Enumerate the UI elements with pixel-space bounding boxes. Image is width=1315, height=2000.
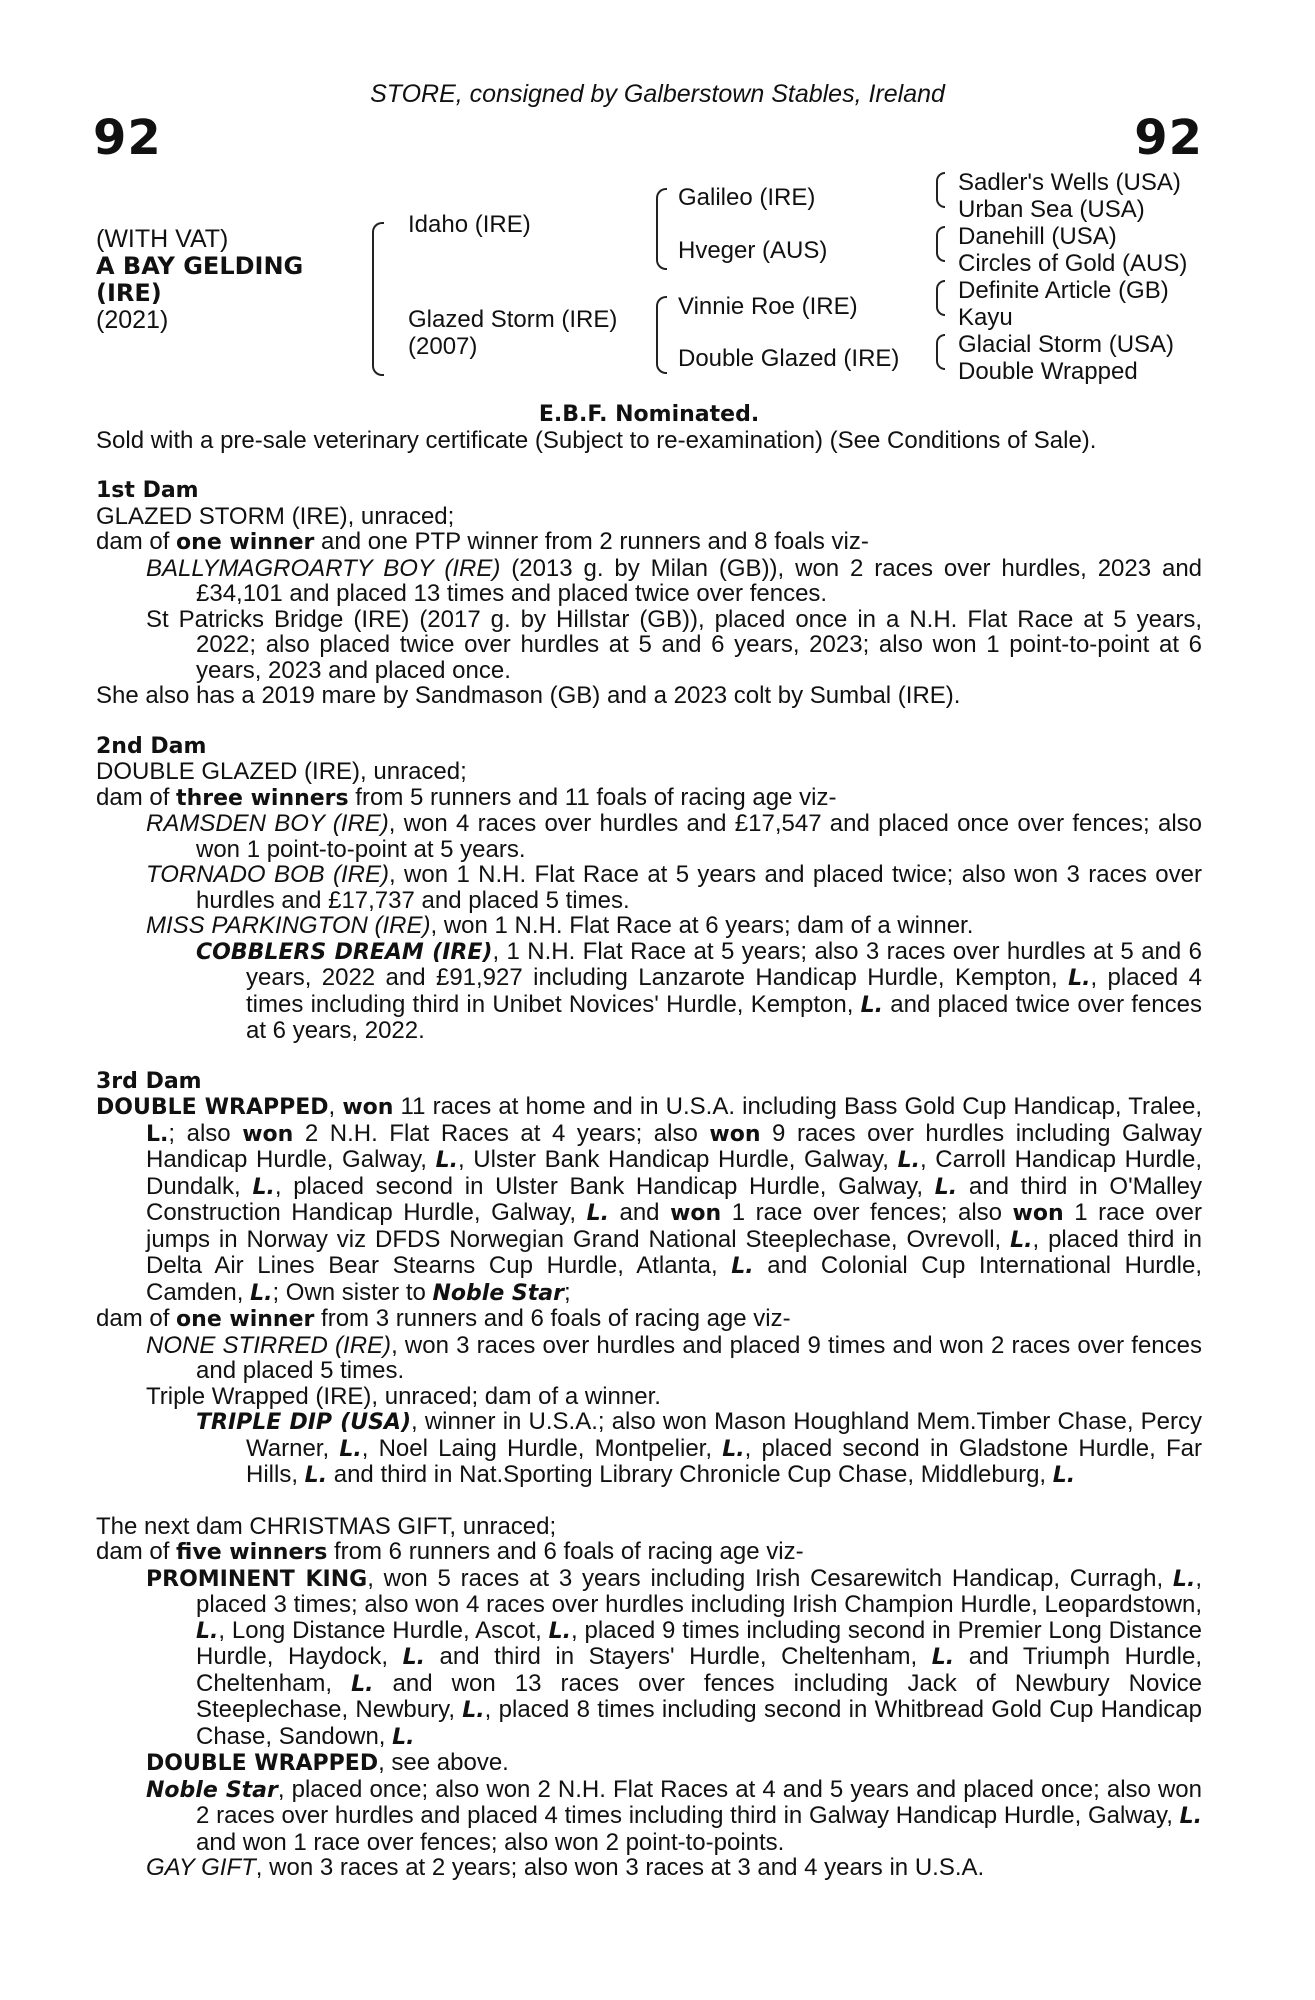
vat-note: (WITH VAT) [96,225,229,253]
first-dam-produce-summary: dam of one winner and one PTP winner from 2 runners and 8 foals viz- [96,528,869,555]
third-dam-heading: 3rd Dam [96,1068,202,1094]
pedigree-bracket-g3-2 [936,226,945,262]
first-dam-produce-2: St Patricks Bridge (IRE) (2017 g. by Hillstar (GB)), placed once in a N.H. Flat Race at 5 years, 2022; also placed twice over hurdles at 5 and 6 years, 2023; also won 1 point-to-point at 6 years, 2023 and placed once. [146,605,1202,684]
horse-description [96,226,303,334]
pedigree-g2-3: Vinnie Roe (IRE) [678,293,858,320]
pedigree-g3-8: Double Wrapped [958,358,1138,385]
first-dam-heading: 1st Dam [96,478,199,503]
pedigree-bracket-g3-1 [936,172,945,208]
next-dam-produce-4: GAY GIFT, won 3 races at 2 years; also won 3 races at 3 and 4 years in U.S.A. [146,1854,985,1881]
pedigree-g2-1: Galileo (IRE) [678,184,816,211]
pedigree-g3-6: Kayu [958,304,1013,331]
next-dam-produce-2: DOUBLE WRAPPED, see above. [146,1749,509,1776]
vet-certificate-note: Sold with a pre-sale veterinary certificate (Subject to re-examination) (See Conditions of Sale). [96,426,1097,454]
pedigree-bracket-sire [656,188,667,270]
horse-year: (2021) [96,306,169,334]
second-dam-produce-1: RAMSDEN BOY (IRE), won 4 races over hurdles and £17,547 and placed once over fences; also won 1 point-to-point at 5 years. [146,810,1203,863]
pedigree-g3-4: Circles of Gold (AUS) [958,250,1188,277]
next-dam-produce-3: Noble Star, placed once; also won 2 N.H. Flat Races at 4 and 5 years and placed once; also won 2 races over hurdles and placed 4 times including third in Galway Handicap Hurdle, Galway, L. and won 1 race over fences; also won 2 point-to-points. [146,1775,1202,1856]
third-dam-produce-2: Triple Wrapped (IRE), unraced; dam of a winner. [146,1382,661,1410]
consignor-header: STORE, consigned by Galberstown Stables, Ireland [370,80,945,108]
pedigree-dam-year: (2007) [408,333,478,360]
pedigree-g3-5: Definite Article (GB) [958,277,1169,304]
first-dam-name: GLAZED STORM (IRE), unraced; [96,502,455,530]
next-dam-produce-1: PROMINENT KING, won 5 races at 3 years including Irish Cesarewitch Handicap, Curragh, L., placed 3 times; also won 4 races over hurdles including Irish Champion Hurdle, Leopardstown, L., Long Distance Hurdle, Ascot, L., placed 9 times including second in Premier Long Distance Hurdle, Haydock, L. and third in Stayers' Hurdle, Cheltenham, L. and Triumph Hurdle, Cheltenham, L. and won 13 races over fences including Jack of Newbury Novice Steeplechase, Newbury, L., placed 8 times including second in Whitbread Gold Cup Handicap Chase, Sandown, L. [146,1564,1202,1750]
next-dam-name: The next dam CHRISTMAS GIFT, unraced; [96,1512,557,1540]
catalogue-body [96,402,1202,1881]
pedigree-g3-3: Danehill (USA) [958,223,1117,250]
pedigree-g2-4: Double Glazed (IRE) [678,345,900,372]
first-dam-produce-1: BALLYMAGROARTY BOY (IRE) (2013 g. by Milan (GB)), won 2 races over hurdles, 2023 and £34,101 and placed 13 times and placed twice over fences. [146,554,1203,607]
first-dam-other-foals: She also has a 2019 mare by Sandmason (GB) and a 2023 colt by Sumbal (IRE). [96,682,961,709]
third-dam-produce-1: NONE STIRRED (IRE), won 3 races over hurdles and placed 9 times and won 2 races over fences and placed 5 times. [146,1331,1203,1384]
pedigree-bracket-g3-4 [936,334,945,370]
next-dam-produce-summary: dam of five winners from 6 runners and 6 foals of racing age viz- [96,1538,804,1565]
lot-number-left: 92 [93,110,162,166]
pedigree-sire: Idaho (IRE) [408,211,531,238]
pedigree-bracket-g3-3 [936,280,945,316]
ebf-nomination: E.B.F. Nominated. [538,402,760,427]
second-dam-grandproduce-1: COBBLERS DREAM (IRE), 1 N.H. Flat Race at 5 years; also 3 races over hurdles at 5 and 6 years, 2022 and £91,927 including Lanzarote Handicap Hurdle, Kempton, L., placed 4 times including third in Unibet Novices' Hurdle, Kempton, L. and placed twice over fences at 6 years, 2022. [196,937,1202,1044]
third-dam-grandproduce-1: TRIPLE DIP (USA), winner in U.S.A.; also won Mason Houghland Mem.Timber Chase, Percy Warner, L., Noel Laing Hurdle, Montpelier, L., placed second in Gladstone Hurdle, Far Hills, L. and third in Nat.Sporting Library Chronicle Cup Chase, Middleburg, L. [196,1408,1202,1488]
second-dam-produce-3: MISS PARKINGTON (IRE), won 1 N.H. Flat Race at 6 years; dam of a winner. [146,912,974,939]
pedigree-g3-7: Glacial Storm (USA) [958,331,1175,358]
third-dam-record: DOUBLE WRAPPED, won 11 races at home and in U.S.A. including Bass Gold Cup Handicap, Tralee, L.; also won 2 N.H. Flat Races at 4 years; also won 9 races over hurdles including Galway Handicap Hurdle, Galway, L., Ulster Bank Handicap Hurdle, Galway, L., Carroll Handicap Hurdle, Dundalk, L., placed second in Ulster Bank Handicap Hurdle, Galway, L. and third in O'Malley Construction Handicap Hurdle, Galway, L. and won 1 race over fences; also won 1 race over jumps in Norway viz DFDS Norwegian Grand National Steeplechase, Ovrevoll, L., placed third in Delta Air Lines Bear Stearns Cup Hurdle, Atlanta, L. and Colonial Cup International Hurdle, Camden, L.; Own sister to Noble Star; [96,1093,1203,1306]
pedigree-g3-1: Sadler's Wells (USA) [958,169,1181,196]
pedigree-bracket-main [372,222,384,376]
second-dam-heading: 2nd Dam [96,733,207,759]
second-dam-produce-2: TORNADO BOB (IRE), won 1 N.H. Flat Race at 5 years and placed twice; also won 3 races over hurdles and £17,737 and placed 5 times. [146,861,1202,914]
pedigree-bracket-dam [656,296,667,374]
third-dam-produce-summary: dam of one winner from 3 runners and 6 foals of racing age viz- [96,1305,791,1332]
second-dam-produce-summary: dam of three winners from 5 runners and 11 foals of racing age viz- [96,783,837,811]
pedigree-dam: Glazed Storm (IRE) [408,306,618,333]
pedigree-g2-2: Hveger (AUS) [678,237,828,264]
second-dam-name: DOUBLE GLAZED (IRE), unraced; [96,758,467,785]
horse-origin: (IRE) [96,279,162,307]
horse-type: A BAY GELDING [96,252,304,280]
lot-number-right: 92 [1134,110,1203,166]
pedigree-g3-2: Urban Sea (USA) [958,196,1145,223]
